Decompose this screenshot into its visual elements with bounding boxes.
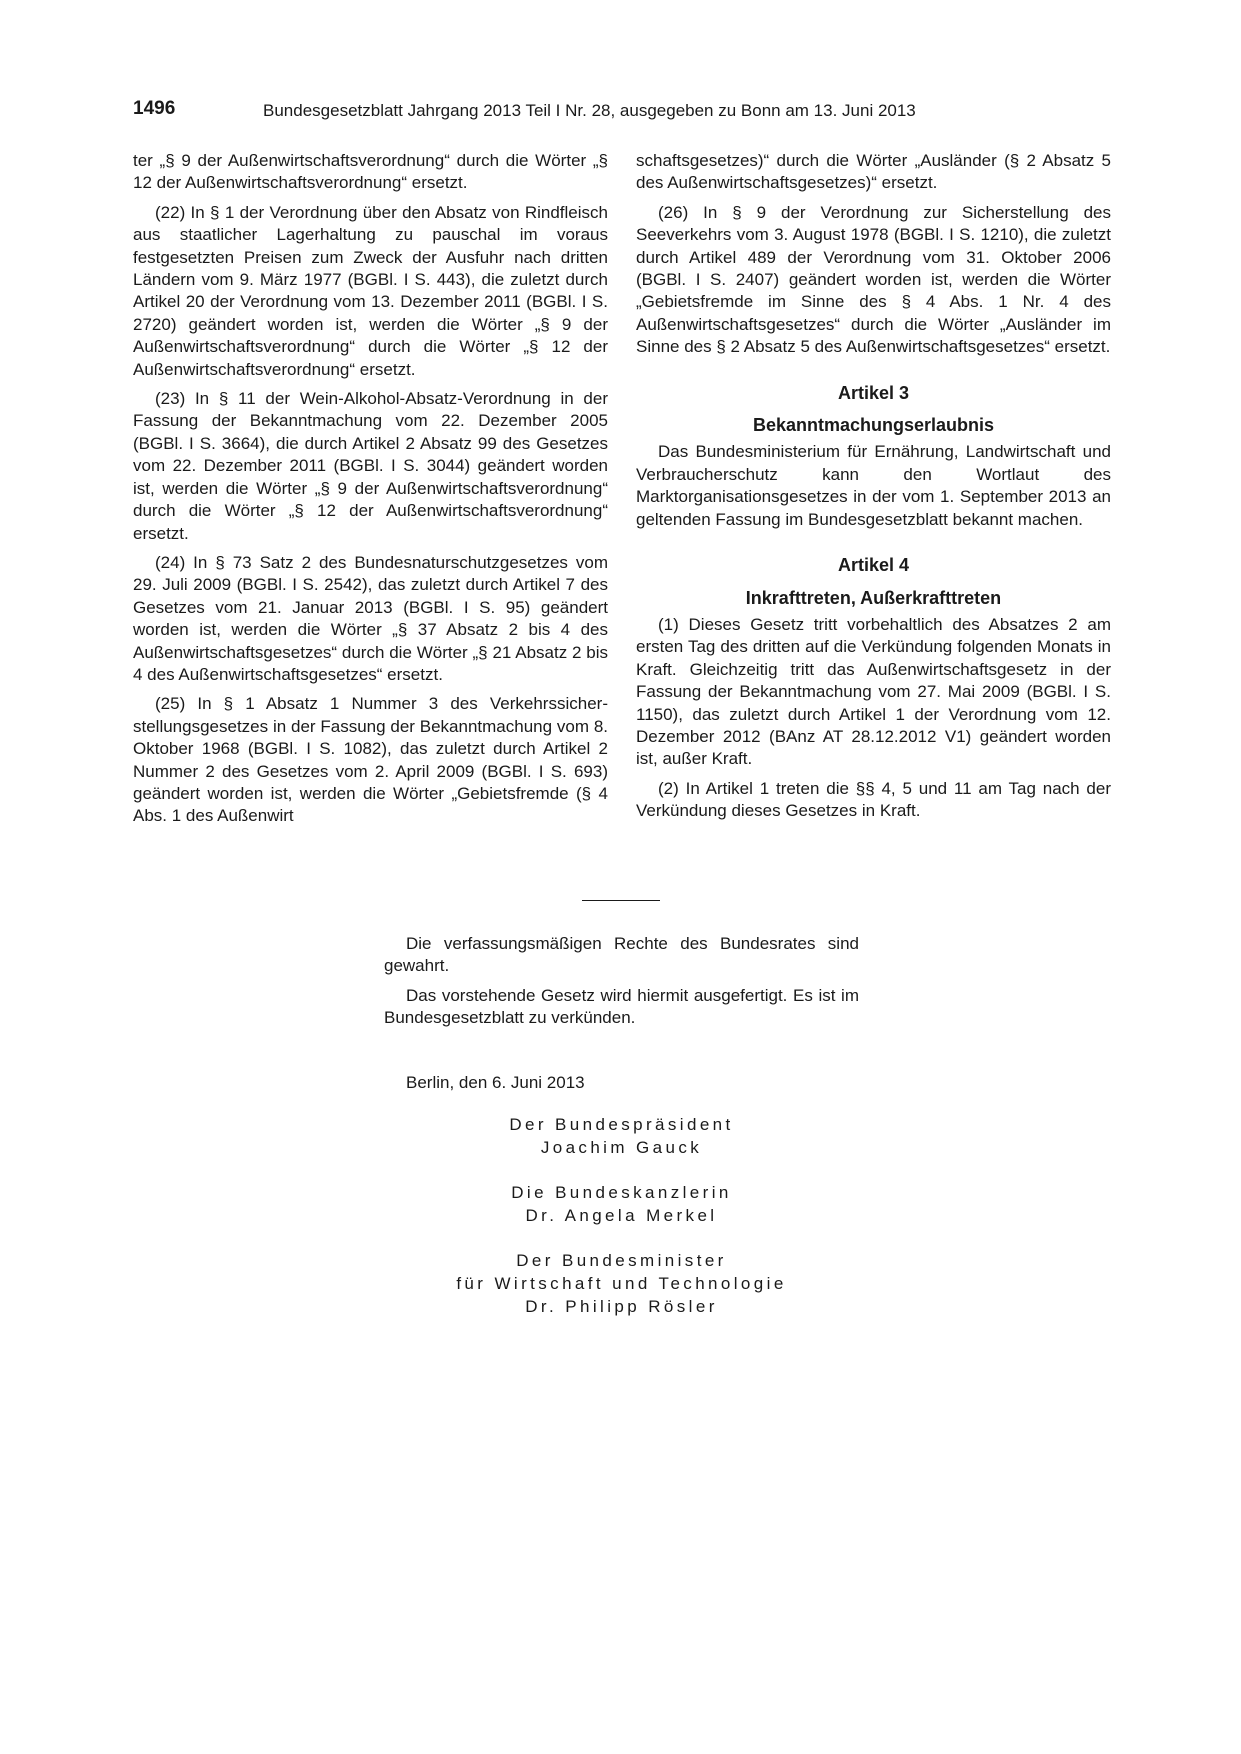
paragraph-continuation: schaftsgesetzes)“ durch die Wörter „Ausländer (§ 2 Absatz 5 des Außenwirtschaftsgesetzes)“ ersetzt. [636, 151, 1111, 193]
signatory-title: Der Bundespräsident [509, 1115, 734, 1134]
paragraph-continuation: ter „§ 9 der Außenwirtschaftsverordnung“ durch die Wörter „§ 12 der Außenwirtschaftsverordnung“ ersetzt. [133, 151, 608, 193]
paragraph-24: (24) In § 73 Satz 2 des Bundesnaturschutzgesetzes vom 29. Juli 2009 (BGBl. I S. 2542), das zuletzt durch Artikel 7 des Gesetzes vom 21. Januar 2013 (BGBl. I S. 95) geändert worden ist, werden die Wörter „§ 37 Absatz 2 bis 4 des Außenwirtschaftsgesetzes“ durch die Wörter „§ 21 Absatz 2 bis 4 des Außenwirtschaftsgesetzes“ ersetzt. [133, 552, 608, 684]
signatory-name: Dr. Philipp Rösler [525, 1296, 718, 1316]
page-header [133, 98, 1113, 126]
signatory-name: Joachim Gauck [540, 1137, 703, 1157]
page-number: 1496 [133, 98, 176, 119]
gazette-title: Bundesgesetzblatt Jahrgang 2013 Teil I Nr. 28, ausgegeben zu Bonn am 13. Juni 2013 [263, 101, 916, 120]
article-4-title: Inkrafttreten, Außerkrafttreten [745, 587, 1002, 608]
signatory-title: Die Bundeskanzlerin [511, 1183, 732, 1203]
signatory-department: für Wirtschaft und Technologie [456, 1273, 787, 1293]
signatory-title: Der Bundesminister [516, 1251, 727, 1271]
article-4-number: Artikel 4 [837, 555, 910, 576]
signature-minister [384, 1250, 859, 1318]
article-4-paragraph-1: (1) Dieses Gesetz tritt vorbehaltlich des Absatzes 2 am ersten Tag des dritten auf die Verkündung folgenden Monats in Kraft. Gleichzeitig tritt das Außenwirtschaftsgesetz in der Fassung der Bekanntmachung vom 27. Mai 2009 (BGBl. I S. 1150), das zuletzt durch Artikel 1 der Verordnung vom 12. Dezember 2012 (BAnz AT 28.12.2012 V1) geändert worden ist, außer Kraft. [636, 614, 1111, 769]
signature-chancellor [384, 1182, 859, 1227]
article-3-number: Artikel 3 [837, 382, 910, 403]
paragraph-22: (22) In § 1 der Verordnung über den Absatz von Rindfleisch aus staatlicher Lagerhaltung zu pauschal im voraus festgesetzten Preisen zum Zweck der Ausfuhr nach dritten Ländern vom 9. März 1977 (BGBl. I S. 443), die zuletzt durch Artikel 20 der Verordnung vom 13. Dezember 2011 (BGBl. I S. 2720) geändert worden ist, werden die Wörter „§ 9 der Außenwirtschaftsverordnung“ durch die Wörter „§ 12 der Außenwirtschaftsverordnung“ ersetzt. [133, 202, 608, 379]
article-3-title: Bekanntmachungserlaubnis [752, 415, 995, 436]
signature-block [384, 1114, 859, 1341]
paragraph-26: (26) In § 9 der Verordnung zur Sicherstellung des Seeverkehrs vom 3. August 1978 (BGBl. I S. 1210), die zuletzt durch Artikel 489 der Verordnung vom 31. Oktober 2006 (BGBl. I S. 2407) geändert worden ist, werden die Wörter „Gebietsfremde im Sinne des § 4 Abs. 1 Nr. 4 des Außenwirtschaftsgesetzes“ durch die Wörter „Ausländer im Sinne des § 2 Absatz 5 des Außenwirtschaftsgesetzes“ ersetzt. [636, 202, 1111, 357]
section-divider [582, 900, 660, 901]
place-and-date: Berlin, den 6. Juni 2013 [406, 1073, 585, 1092]
paragraph-23: (23) In § 11 der Wein-Alkohol-Absatz-Verordnung in der Fassung der Bekanntmachung vom 22. Dezember 2005 (BGBl. I S. 3664), die durch Artikel 2 Absatz 99 des Gesetzes vom 22. Dezember 2011 (BGBl. I S. 3044) geändert worden ist, werden die Wörter „§ 9 der Außenwirtschaftsverordnung“ durch die Wörter „§ 12 der Außenwirtschaftsverordnung“ ersetzt. [133, 389, 608, 543]
bundesrat-rights-statement: Die verfassungsmäßigen Rechte des Bundesrates sind gewahrt. [384, 934, 859, 976]
signatory-name: Dr. Angela Merkel [525, 1205, 718, 1225]
closing-formula [384, 933, 859, 1037]
promulgation-statement: Das vorstehende Gesetz wird hiermit ausgefertigt. Es ist im Bundesgesetzblatt zu verkünden. [384, 985, 859, 1028]
left-column [133, 150, 608, 835]
article-4-paragraph-2: (2) In Artikel 1 treten die §§ 4, 5 und 11 am Tag nach der Verkündung dieses Gesetzes in Kraft. [636, 778, 1111, 821]
article-3-text: Das Bundesministerium für Ernährung, Landwirtschaft und Verbraucherschutz kann den Wortlaut des Marktorganisationsgesetzes in der vom 1. September 2013 an geltenden Fassung im Bundesgesetzblatt bekannt machen. [636, 442, 1111, 529]
paragraph-25: (25) In § 1 Absatz 1 Nummer 3 des Verkehrssicherstellungsgesetzes in der Fassung der Bekanntmachung vom 8. Oktober 1968 (BGBl. I S. 1082), das zuletzt durch Artikel 2 Nummer 2 des Gesetzes vom 2. April 2009 (BGBl. I S. 693) geändert worden ist, werden die Wörter „Gebietsfremde (§ 4 Abs. 1 des Außenwirt [133, 694, 608, 826]
right-column [636, 150, 1111, 830]
signature-president [384, 1114, 859, 1159]
